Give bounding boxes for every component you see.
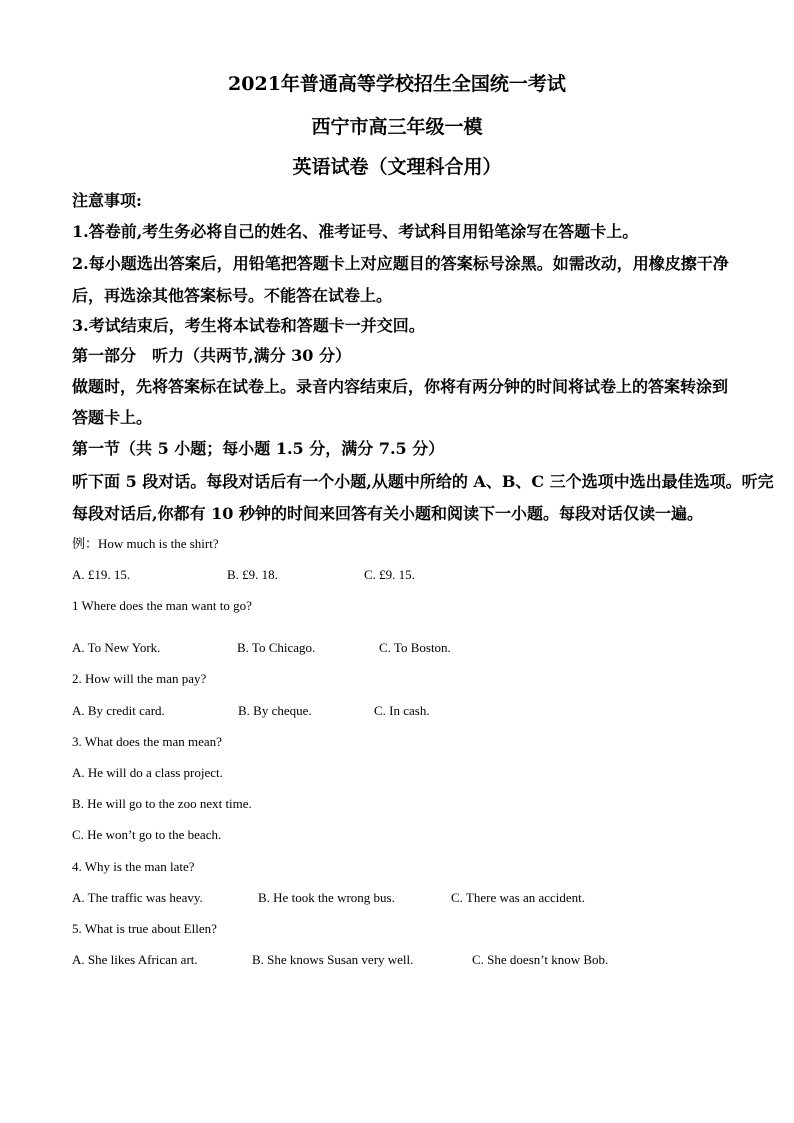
question-3: 3. What does the man mean?: [72, 734, 222, 749]
part1-instruction-line2: 答题卡上。: [72, 408, 153, 427]
question-3-option-a: A. He will do a class project.: [72, 765, 223, 780]
example-option-b: B. £9. 18.: [227, 567, 278, 582]
question-3-option-c: C. He won’t go to the beach.: [72, 827, 222, 842]
question-2-option-b: B. By cheque.: [238, 703, 312, 718]
question-4-option-a: A. The traffic was heavy.: [72, 890, 203, 905]
exam-subtitle-city: 西宁市高三年级一模: [311, 116, 483, 138]
question-1-option-c: C. To Boston.: [379, 640, 451, 655]
question-2: 2. How will the man pay?: [72, 671, 207, 686]
question-4-option-c: C. There was an accident.: [451, 890, 586, 905]
exam-subtitle-subject: 英语试卷（文理科合用）: [292, 156, 502, 178]
question-5-option-a: A. She likes African art.: [72, 952, 198, 967]
question-5-option-c: C. She doesn’t know Bob.: [472, 952, 609, 967]
question-4: 4. Why is the man late?: [72, 859, 195, 874]
notes-item-1: 1.答卷前,考生务必将自己的姓名、准考证号、考试科目用铅笔涂写在答题卡上。: [72, 222, 639, 241]
question-2-option-c: C. In cash.: [374, 703, 430, 718]
example-question: 例：How much is the shirt?: [72, 536, 219, 551]
part1-heading: 第一部分 听力（共两节,满分 30 分）: [72, 346, 351, 365]
section1-instruction-line1: 听下面 5 段对话。每段对话后有一个小题,从题中所给的 A、B、C 三个选项中选出最佳选项。听完: [72, 472, 774, 491]
section1-heading: 第一节（共 5 小题；每小题 1.5 分，满分 7.5 分）: [72, 439, 445, 458]
exam-title: 2021年普通高等学校招生全国统一考试: [228, 73, 566, 95]
notes-heading: 注意事项:: [72, 191, 142, 210]
notes-item-3: 3.考试结束后，考生将本试卷和答题卡一并交回。: [72, 316, 425, 335]
question-2-option-a: A. By credit card.: [72, 703, 165, 718]
notes-item-2-line1: 2.每小题选出答案后，用铅笔把答题卡上对应题目的答案标号涂黑。如需改动，用橡皮擦干净: [72, 254, 729, 273]
question-1-option-a: A. To New York.: [72, 640, 161, 655]
notes-item-2-line2: 后，再选涂其他答案标号。不能答在试卷上。: [72, 286, 393, 305]
question-5-option-b: B. She knows Susan very well.: [252, 952, 414, 967]
question-1-option-b: B. To Chicago.: [237, 640, 316, 655]
question-4-option-b: B. He took the wrong bus.: [258, 890, 395, 905]
part1-instruction-line1: 做题时，先将答案标在试卷上。录音内容结束后，你将有两分钟的时间将试卷上的答案转涂到: [72, 377, 729, 396]
question-5: 5. What is true about Ellen?: [72, 921, 217, 936]
section1-instruction-line2: 每段对话后,你都有 10 秒钟的时间来回答有关小题和阅读下一小题。每段对话仅读一遍。: [72, 504, 703, 523]
example-option-a: A. £19. 15.: [72, 567, 131, 582]
question-3-option-b: B. He will go to the zoo next time.: [72, 796, 252, 811]
question-1: 1 Where does the man want to go?: [72, 598, 252, 613]
example-option-c: C. £9. 15.: [364, 567, 415, 582]
